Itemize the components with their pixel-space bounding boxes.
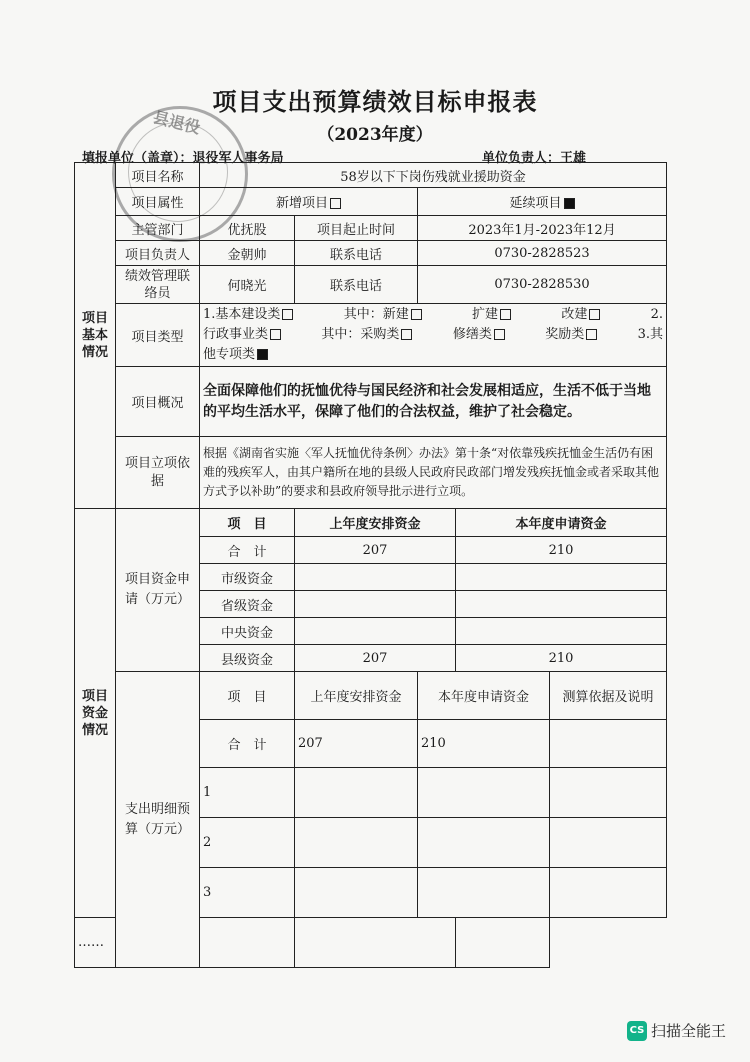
type-rebuild-checkbox[interactable] [589, 309, 600, 320]
fund-row-this [456, 618, 667, 645]
page-year: （2023年度） [317, 125, 433, 145]
detail-total-name: 合 计 [200, 720, 295, 768]
type-purchase-checkbox[interactable] [401, 329, 412, 340]
fund-col-item: 项 目 [200, 509, 295, 537]
section-funds: 项目资金情况 [75, 509, 116, 918]
detail-row-index: 2 [200, 818, 295, 868]
detail-row-last [295, 818, 418, 868]
value-project-name: 58岁以下下岗伤残就业援助资金 [200, 163, 667, 188]
type-expand [472, 305, 511, 325]
leader-label: 单位负责人： [482, 151, 561, 166]
type-expand-checkbox[interactable] [500, 309, 511, 320]
page-title: 项目支出预算绩效目标申报表 [212, 88, 538, 116]
label-perf-phone: 联系电话 [295, 266, 418, 304]
budget-form-table [74, 162, 667, 968]
type-admin [203, 325, 281, 345]
label-project-attr: 项目属性 [116, 188, 200, 216]
detail-col-this: 本年度申请资金 [418, 672, 550, 720]
type-new-label: 其中：新建 [343, 307, 409, 322]
detail-row-last [200, 918, 295, 968]
row-overview [75, 367, 667, 437]
type-basic [203, 305, 293, 325]
detail-row-this [418, 818, 550, 868]
type-award-label: 奖励类 [545, 327, 585, 342]
detail-row-index: 3 [200, 868, 295, 918]
detail-row-index: 1 [200, 768, 295, 818]
fund-row-this [456, 564, 667, 591]
type-award-checkbox[interactable] [586, 329, 597, 340]
type-other-num: 3.其 [637, 327, 664, 342]
type-rebuild [561, 305, 600, 325]
label-overview: 项目概况 [116, 367, 200, 437]
scanner-watermark-text: 扫描全能王 [650, 1022, 726, 1040]
type-new-checkbox[interactable] [411, 309, 422, 320]
type-admin-checkbox[interactable] [270, 329, 281, 340]
type-admin-label: 行政事业类 [203, 327, 269, 342]
value-basis: 根据《湖南省实施〈军人抚恤优待条例〉办法》第十条“对依靠残疾抚恤金生活仍有困难的残疾军人，由其户籍所在地的县级人民政府民政部门增发残疾抚恤金或者采取其他方式予以补助”的要求和县政府领导批示进行立项。 [200, 437, 667, 509]
type-admin-num: 2. [650, 307, 664, 322]
row-basis [75, 437, 667, 509]
type-line-2 [203, 325, 663, 345]
detail-col-note: 测算依据及说明 [550, 672, 667, 720]
fund-row-last [295, 591, 456, 618]
type-line-3 [203, 345, 663, 365]
row-perf-contact [75, 266, 667, 304]
label-detail-budget: 支出明细预算（万元） [116, 672, 200, 968]
detail-col-last: 上年度安排资金 [295, 672, 418, 720]
detail-row-note [550, 768, 667, 818]
type-rebuild-label: 改建 [561, 307, 588, 322]
detail-row-last [295, 868, 418, 918]
label-fund-apply: 项目资金申请（万元） [116, 509, 200, 672]
attr-new-label: 新增项目 [275, 196, 328, 211]
section-basic-info: 项目基本情况 [75, 163, 116, 509]
cs-logo-icon: CS [627, 1021, 647, 1041]
value-perf-phone: 0730-2828530 [418, 266, 667, 304]
type-expand-label: 扩建 [472, 307, 499, 322]
label-dept: 主管部门 [116, 216, 200, 241]
label-perf-contact: 绩效管理联络员 [116, 266, 200, 304]
row-project-name [75, 163, 667, 188]
label-owner: 项目负责人 [116, 241, 200, 266]
value-project-type [200, 304, 667, 367]
fund-row-name: 县级资金 [200, 645, 295, 672]
type-award [545, 325, 597, 345]
detail-row-note [550, 868, 667, 918]
row-funds-header [75, 509, 667, 537]
detail-row-index: …… [75, 918, 116, 968]
type-basic-checkbox[interactable] [282, 309, 293, 320]
detail-col-item: 项 目 [200, 672, 295, 720]
fund-row-this [456, 591, 667, 618]
attr-continue [418, 188, 667, 216]
type-other [203, 347, 268, 362]
fund-row-last: 207 [295, 645, 456, 672]
attr-continue-label: 延续项目 [509, 196, 562, 211]
type-purchase-label: 其中：采购类 [321, 327, 400, 342]
row-dept [75, 216, 667, 241]
attr-continue-checkbox[interactable] [564, 198, 575, 209]
type-purchase [321, 325, 412, 345]
label-project-type: 项目类型 [116, 304, 200, 367]
detail-total-note [550, 720, 667, 768]
fund-row-this: 210 [456, 537, 667, 564]
type-repair-label: 修缮类 [452, 327, 492, 342]
label-basis: 项目立项依据 [116, 437, 200, 509]
label-period: 项目起止时间 [295, 216, 418, 241]
detail-row-note [456, 918, 550, 968]
fund-col-this: 本年度申请资金 [456, 509, 667, 537]
value-owner: 金朝帅 [200, 241, 295, 266]
official-seal-text: 县退役 [151, 107, 203, 138]
detail-total-last: 207 [295, 720, 418, 768]
type-other-checkbox[interactable] [257, 349, 268, 360]
filler-label: 填报单位（盖章）： [82, 151, 193, 166]
row-project-attr [75, 188, 667, 216]
label-project-name: 项目名称 [116, 163, 200, 188]
fund-row-name: 中央资金 [200, 618, 295, 645]
attr-new [200, 188, 418, 216]
value-overview: 全面保障他们的抚恤优待与国民经济和社会发展相适应，生活不低于当地的平均生活水平，保障了他们的合法权益，维护了社会稳定。 [200, 367, 667, 437]
fund-row-this: 210 [456, 645, 667, 672]
detail-row-last [295, 768, 418, 818]
detail-row-this [418, 868, 550, 918]
label-owner-phone: 联系电话 [295, 241, 418, 266]
fund-row-name: 省级资金 [200, 591, 295, 618]
attr-new-checkbox[interactable] [330, 198, 341, 209]
value-period: 2023年1月-2023年12月 [418, 216, 667, 241]
fund-row-last: 207 [295, 537, 456, 564]
row-detail-header [75, 672, 667, 720]
type-repair-checkbox[interactable] [494, 329, 505, 340]
filler-value: 退役军人事务局 [192, 151, 284, 166]
value-dept: 优抚股 [200, 216, 295, 241]
scanner-watermark [627, 1020, 726, 1041]
detail-row-note [550, 818, 667, 868]
fund-row-last [295, 618, 456, 645]
fund-col-last: 上年度安排资金 [295, 509, 456, 537]
type-basic-label: 1.基本建设类 [203, 307, 281, 322]
value-owner-phone: 0730-2828523 [418, 241, 667, 266]
type-other-label: 他专项类 [203, 347, 256, 362]
fund-row-last [295, 564, 456, 591]
detail-row-this [418, 768, 550, 818]
row-project-type [75, 304, 667, 367]
fund-row-name: 合 计 [200, 537, 295, 564]
type-line-1 [203, 305, 663, 325]
detail-total-this: 210 [418, 720, 550, 768]
type-repair [453, 325, 505, 345]
fund-row-name: 市级资金 [200, 564, 295, 591]
leader-value: 王雄 [560, 151, 587, 166]
type-new [344, 305, 422, 325]
detail-row-this [295, 918, 456, 968]
row-owner [75, 241, 667, 266]
value-perf-contact: 何晓光 [200, 266, 295, 304]
